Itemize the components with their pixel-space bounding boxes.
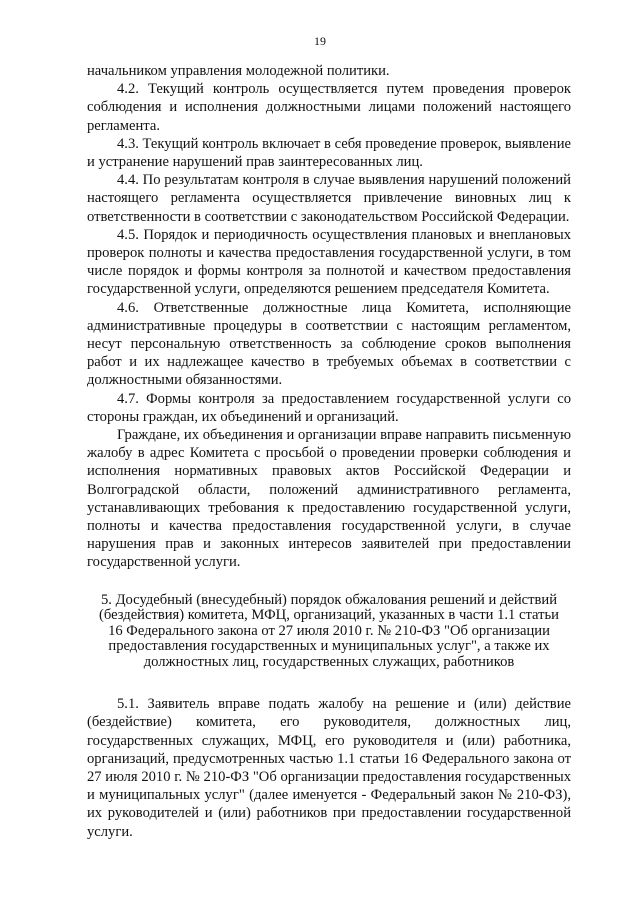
spacer (87, 572, 571, 593)
paragraph-4-2: 4.2. Текущий контроль осуществляется путем проведения проверок соблюдения и исполнения должностными лицами положений настоящего регламента. (87, 81, 571, 134)
section-5-heading: 5. Досудебный (внесудебный) порядок обжалования решений и действий (бездействия) комитета, МФЦ, организаций, указанных в части 1.1 статьи 16 Федерального закона от 27 июля 2010 г. № 210-ФЗ "Об организации предоставления государственных и муниципальных услуг", а также их должностных лиц, государственных служащих, работников (99, 591, 559, 670)
paragraph-5-1: 5.1. Заявитель вправе подать жалобу на решение и (или) действие (бездействие) комитета, его руководителя, должностных лиц, государственных служащих, МФЦ, его руководителя и (или) работника, организаций, предусмотренных частью 1.1 статьи 16 Федерального закона от 27 июля 2010 г. № 210-ФЗ "Об организации предоставления государственных и муниципальных услуг" (далее именуется - Федеральный закон № 210-ФЗ), их руководителей и (или) работников при предоставлении государственной услуги. (87, 696, 571, 840)
page-number: 19 (314, 34, 326, 48)
paragraph-4-3: 4.3. Текущий контроль включает в себя проведение проверок, выявление и устранение нарушений прав заинтересованных лиц. (87, 135, 571, 171)
document-body (87, 62, 571, 841)
spacer (87, 670, 571, 695)
paragraph-4-7: 4.7. Формы контроля за предоставлением государственной услуги со стороны граждан, их объединений и организаций. (87, 390, 571, 425)
paragraph-4-1-continuation: начальником управления молодежной политики. (87, 63, 390, 79)
paragraph-citizens-complaint: Граждане, их объединения и организации вправе направить письменную жалобу в адрес Комитета с просьбой о проведении проверки соблюдения и исполнения нормативных правовых актов Российской Федерации и Волгоградской области, положений административного регламента, устанавливающих требования к предоставлению государственной услуги, полноты и качества предоставления государственной услуги, в случае нарушения прав и законных интересов заявителей при предоставлении государственной услуги. (87, 427, 571, 571)
paragraph-4-4: 4.4. По результатам контроля в случае выявления нарушений положений настоящего регламента осуществляется привлечение виновных лиц к ответственности в соответствии с законодательством Российской Федерации. (87, 172, 571, 225)
paragraph-4-5: 4.5. Порядок и периодичность осуществления плановых и внеплановых проверок полноты и качества предоставления государственной услуги, в том числе порядок и формы контроля за полнотой и качеством предоставления государственной услуги, определяются решением председателя Комитета. (87, 226, 571, 298)
paragraph-4-6: 4.6. Ответственные должностные лица Комитета, исполняющие административные процедуры в соответствии с настоящим регламентом, несут персональную ответственность за соблюдение сроков выполнения работ и их надлежащее качество в требуемых объемах в соответствии с должностными обязанностями. (87, 299, 571, 389)
